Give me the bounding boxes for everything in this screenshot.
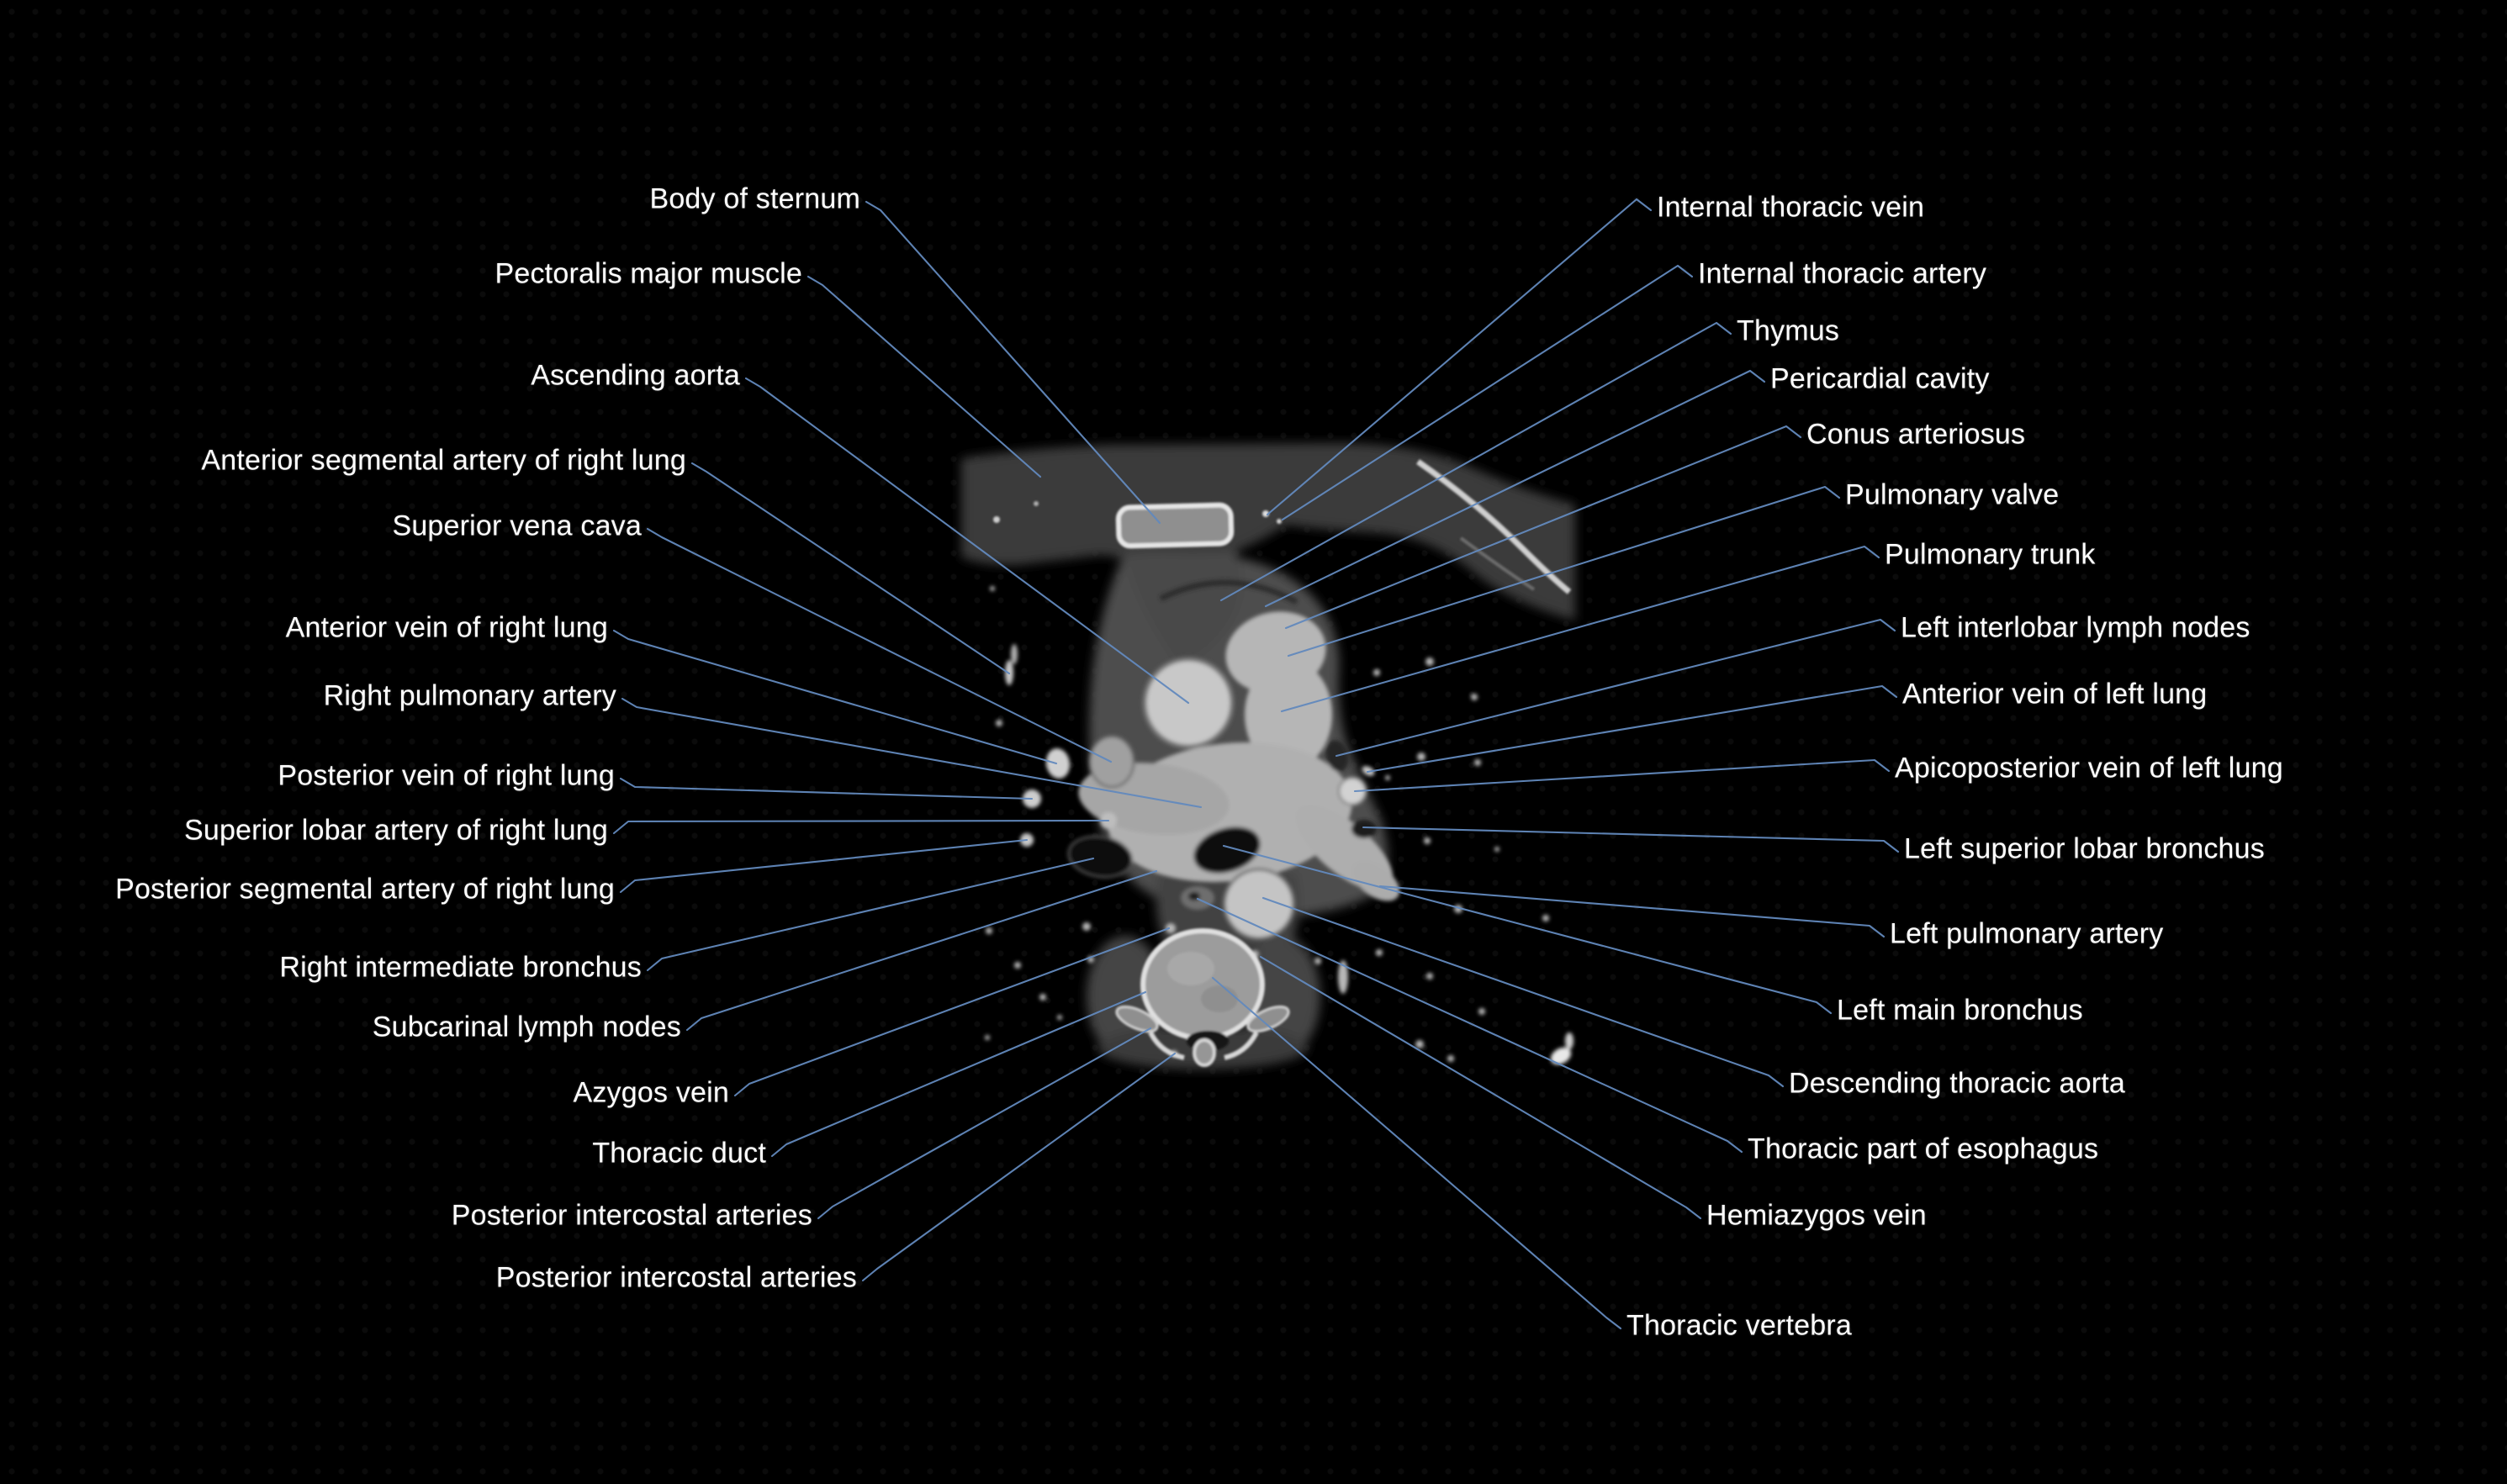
anatomy-label-superior-vena-cava-l4: Superior vena cava	[392, 510, 642, 542]
anatomy-label-anterior-vein-of-left-lung-r8: Anterior vein of left lung	[1902, 678, 2208, 710]
anatomy-label-thymus-r2: Thymus	[1737, 314, 1840, 347]
anatomy-label-subcarinal-lymph-nodes-l11: Subcarinal lymph nodes	[372, 1011, 681, 1043]
anatomy-label-apicoposterior-vein-of-left-lung-r9: Apicoposterior vein of left lung	[1895, 752, 2283, 784]
anatomy-label-anterior-segmental-artery-of-right-lung-l3: Anterior segmental artery of right lung	[201, 444, 686, 477]
anatomy-label-posterior-intercostal-arteries-l14: Posterior intercostal arteries	[451, 1199, 812, 1232]
anatomy-label-pectoralis-major-muscle-l1: Pectoralis major muscle	[495, 257, 802, 290]
anatomy-label-internal-thoracic-artery-r1: Internal thoracic artery	[1698, 257, 1987, 290]
anatomy-label-left-superior-lobar-bronchus-r10: Left superior lobar bronchus	[1904, 832, 2265, 865]
anatomy-label-pulmonary-valve-r5: Pulmonary valve	[1845, 478, 2060, 511]
anatomy-label-posterior-vein-of-right-lung-l7: Posterior vein of right lung	[278, 759, 615, 792]
anatomy-label-thoracic-duct-l13: Thoracic duct	[592, 1137, 766, 1170]
anatomy-label-pericardial-cavity-r3: Pericardial cavity	[1770, 362, 1990, 395]
anatomy-label-posterior-segmental-artery-of-right-lung-l9: Posterior segmental artery of right lung	[115, 873, 615, 906]
anatomy-label-left-interlobar-lymph-nodes-r7: Left interlobar lymph nodes	[1901, 611, 2250, 644]
anatomy-label-thoracic-vertebra-r16: Thoracic vertebra	[1626, 1309, 1852, 1342]
anatomy-label-body-of-sternum-l0: Body of sternum	[649, 182, 860, 215]
anatomy-label-posterior-intercostal-arteries-l15: Posterior intercostal arteries	[495, 1261, 857, 1294]
anatomy-label-conus-arteriosus-r4: Conus arteriosus	[1806, 418, 2026, 451]
anatomy-label-ascending-aorta-l2: Ascending aorta	[531, 359, 740, 392]
anatomy-label-anterior-vein-of-right-lung-l5: Anterior vein of right lung	[285, 611, 608, 644]
anatomy-label-superior-lobar-artery-of-right-lung-l8: Superior lobar artery of right lung	[183, 814, 608, 847]
anatomy-label-descending-thoracic-aorta-r13: Descending thoracic aorta	[1789, 1067, 2126, 1100]
anatomy-label-azygos-vein-l12: Azygos vein	[573, 1076, 729, 1109]
anatomy-label-right-pulmonary-artery-l6: Right pulmonary artery	[323, 679, 616, 712]
anatomy-label-right-intermediate-bronchus-l10: Right intermediate bronchus	[279, 951, 642, 984]
anatomy-label-thoracic-part-of-esophagus-r14: Thoracic part of esophagus	[1748, 1133, 2099, 1165]
anatomy-label-hemiazygos-vein-r15: Hemiazygos vein	[1706, 1199, 1927, 1232]
anatomy-label-left-pulmonary-artery-r11: Left pulmonary artery	[1890, 917, 2164, 950]
anatomy-label-internal-thoracic-vein-r0: Internal thoracic vein	[1657, 191, 1925, 224]
anatomy-label-pulmonary-trunk-r6: Pulmonary trunk	[1885, 538, 2096, 571]
anatomy-label-left-main-bronchus-r12: Left main bronchus	[1837, 994, 2083, 1027]
